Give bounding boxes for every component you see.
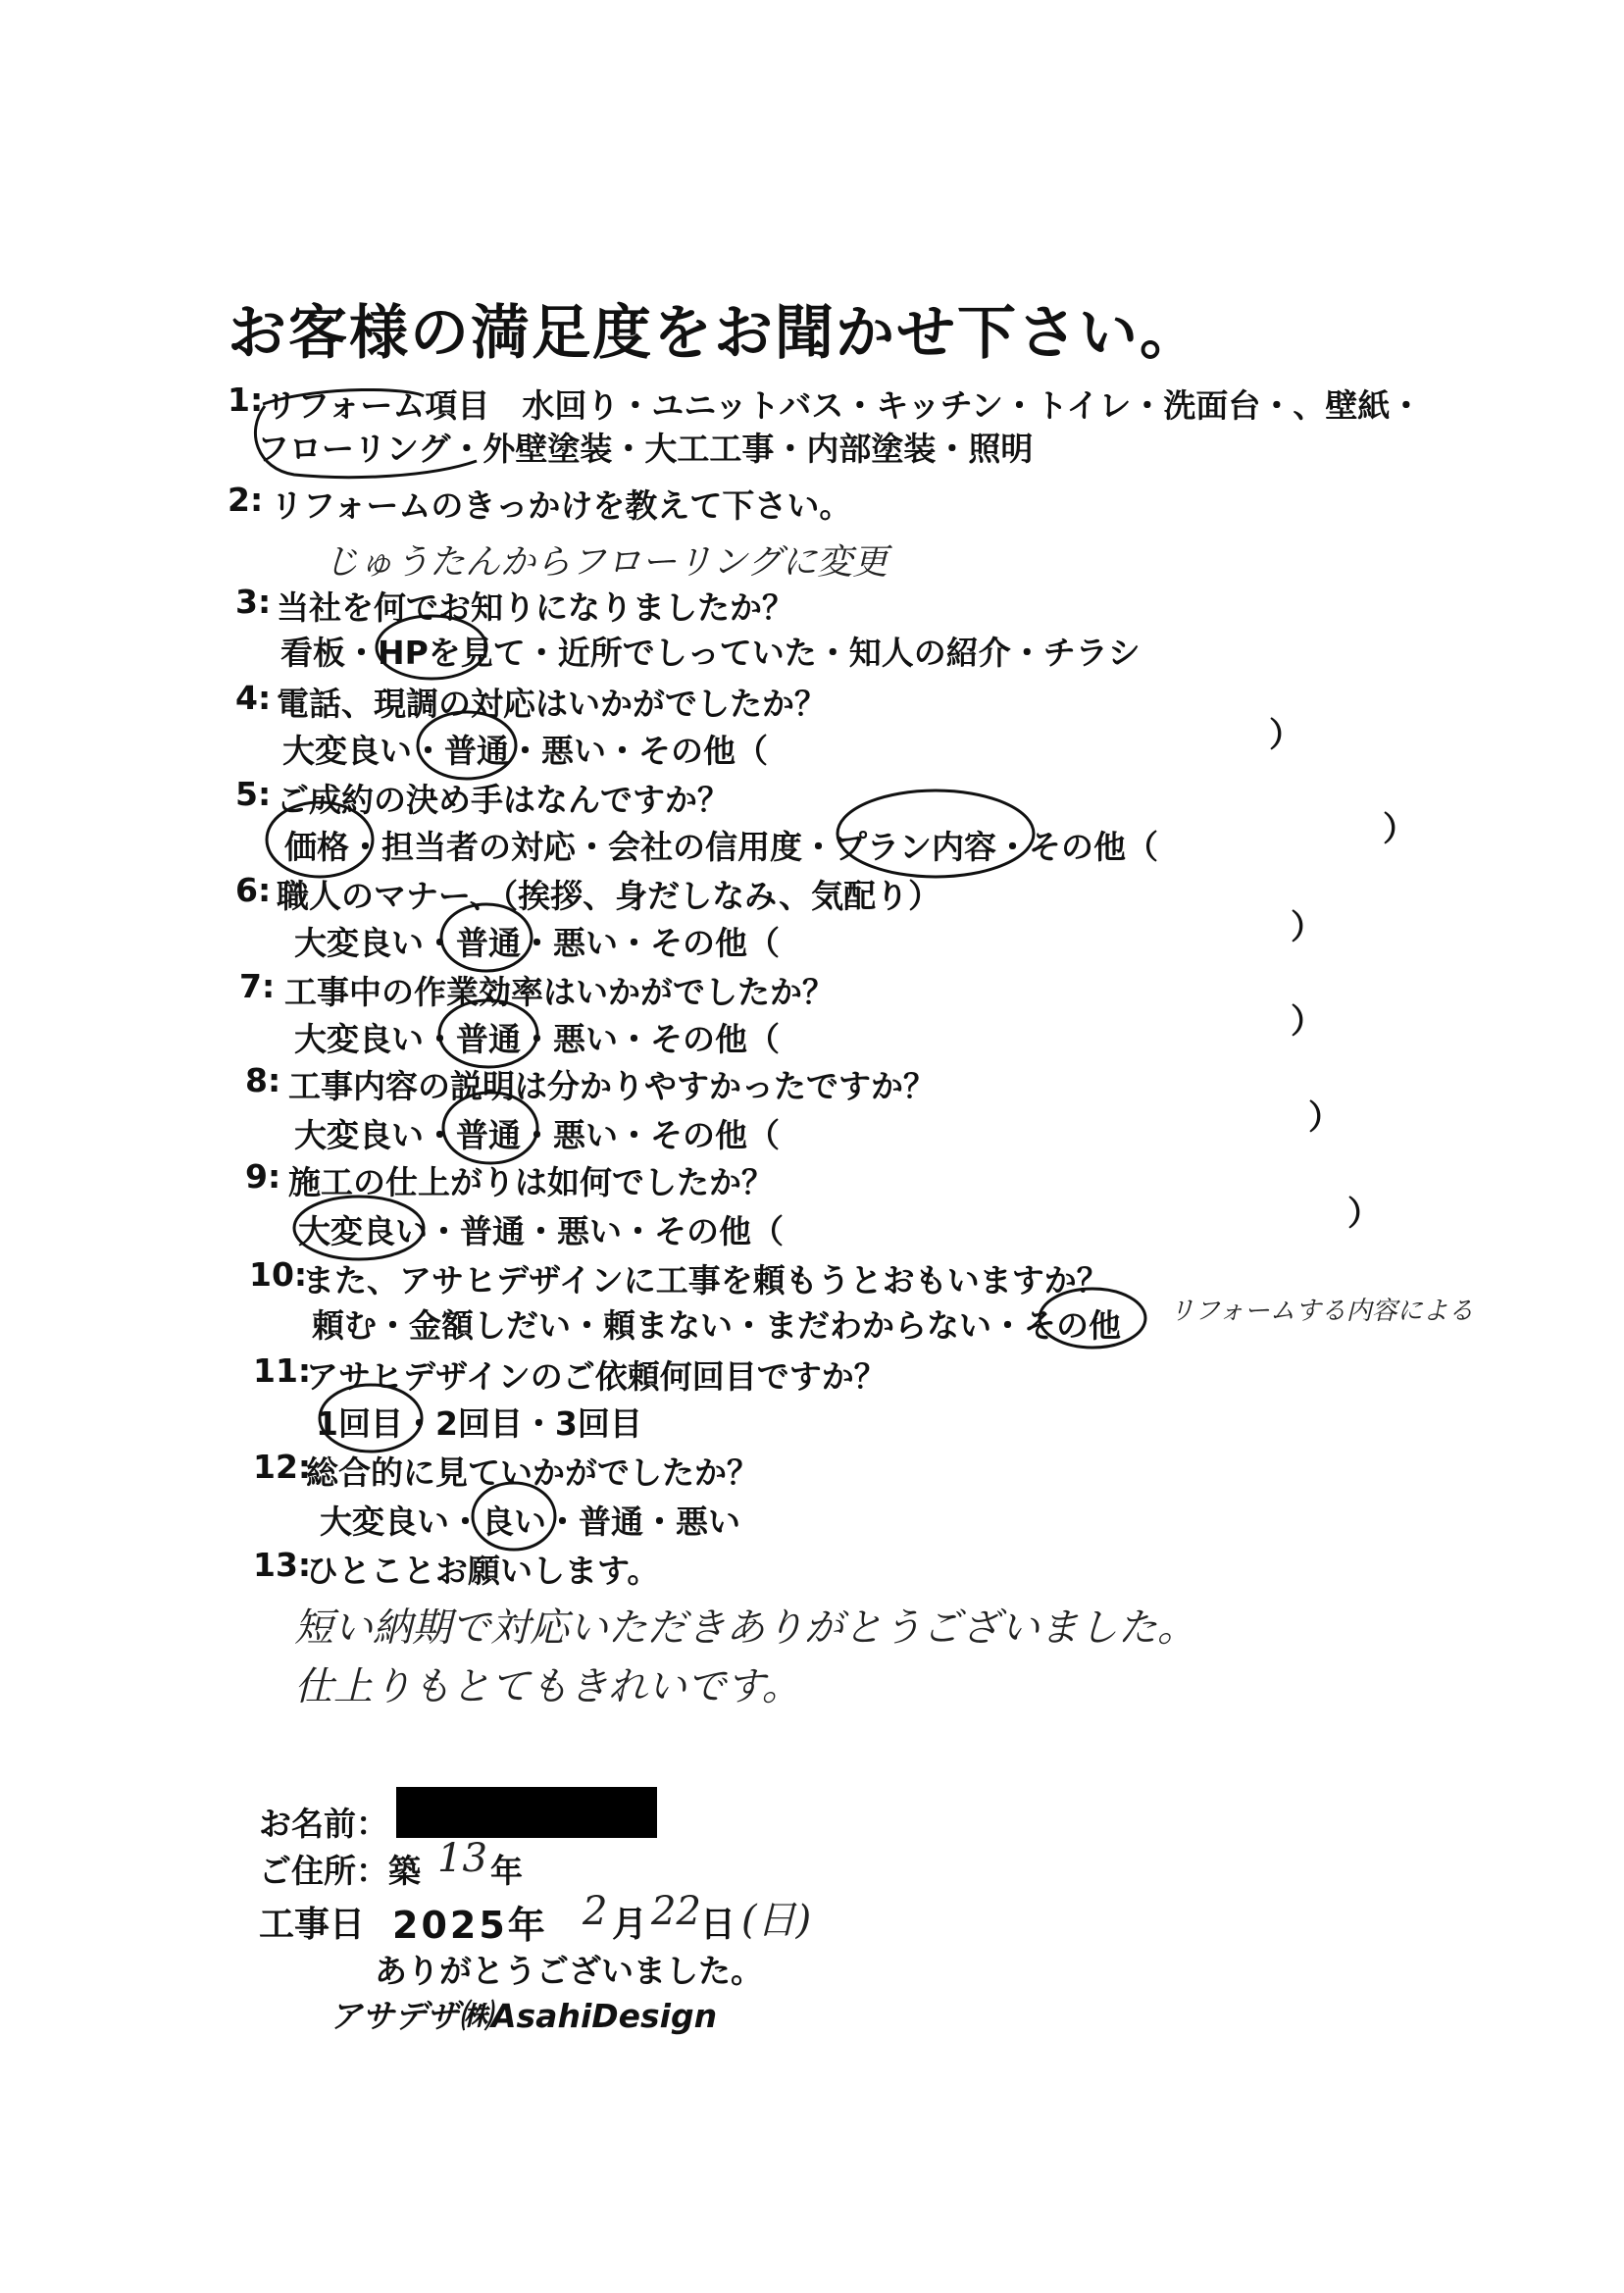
redacted-name	[396, 1787, 657, 1838]
q12-options: 大変良い・良い・普通・悪い	[320, 1503, 740, 1541]
q13-handwritten-line2: 仕上りもとてもきれいです。	[294, 1664, 801, 1709]
address-handwritten-value: 13	[437, 1836, 487, 1881]
q7-close-paren: ）	[1291, 1002, 1324, 1042]
q11-options: 1回目・2回目・3回目	[316, 1404, 642, 1443]
q4-text: 電話、現調の対応はいかがでしたか？	[277, 685, 827, 723]
q12-text: 総合的に見ていかがでしたか？	[306, 1453, 759, 1492]
q4-number: 4:	[235, 679, 272, 717]
q2-text: リフォームのきっかけを教えて下さい。	[271, 486, 852, 525]
q4-close-paren: ）	[1269, 716, 1302, 755]
q1-text: リフォーム項目 水回り・ユニットバス・キッチン・トイレ・洗面台・、壁紙・	[265, 386, 1423, 425]
thanks-text: ありがとうございました。	[375, 1952, 763, 1990]
q2-handwritten-answer: じゅうたんからフローリングに変更	[324, 542, 888, 583]
q6-close-paren: ）	[1291, 908, 1324, 947]
q9-text: 施工の仕上がりは如何でしたか？	[288, 1163, 774, 1201]
q2-number: 2:	[228, 481, 264, 519]
q7-number: 7:	[239, 967, 276, 1005]
q9-close-paren: ）	[1347, 1195, 1381, 1234]
q8-options: 大変良い・普通・悪い・その他（	[294, 1116, 780, 1154]
q6-number: 6:	[235, 871, 272, 909]
address-suffix: 年	[490, 1852, 523, 1890]
company-name: アサデザ㈱AsahiDesign	[330, 1997, 718, 2035]
q8-number: 8:	[245, 1061, 281, 1099]
address-label: ご住所：築	[259, 1852, 421, 1890]
q5-close-paren: ）	[1383, 810, 1416, 849]
q10-text: また、アサヒデザインに工事を頼もうとおもいますか？	[302, 1261, 1109, 1299]
q3-text: 当社を何でお知りになりましたか？	[277, 588, 794, 627]
q5-number: 5:	[235, 775, 272, 813]
date-month: 2	[583, 1889, 608, 1934]
q5-text: ご成約の決め手はなんですか？	[277, 781, 730, 819]
date-weekday: (日)	[741, 1898, 812, 1943]
q10-number: 10:	[249, 1255, 308, 1294]
date-day-suffix: 日	[700, 1905, 736, 1945]
q6-text: 職人のマナー、（挨拶、身だしなみ、気配り）	[277, 877, 941, 915]
date-label: 工事日	[259, 1905, 366, 1945]
q9-options: 大変良い・普通・悪い・その他（	[298, 1212, 784, 1250]
q1-number: 1:	[228, 381, 264, 419]
q6-options: 大変良い・普通・悪い・その他（	[294, 924, 780, 962]
q3-options: 看板・HPを見て・近所でしっていた・知人の紹介・チラシ	[280, 634, 1141, 672]
q7-text: 工事中の作業効率はいかがでしたか？	[284, 973, 835, 1011]
date-year: 2025年	[392, 1904, 548, 1947]
q3-number: 3:	[235, 583, 272, 621]
q11-text: アサヒデザインのご依頼何回目ですか？	[306, 1357, 887, 1396]
q13-number: 13:	[253, 1546, 312, 1584]
page-title: お客様の満足度をお聞かせ下さい。	[228, 299, 1200, 368]
q7-options: 大変良い・普通・悪い・その他（	[294, 1020, 780, 1058]
q13-text: ひとことお願いします。	[306, 1552, 660, 1590]
date-month-suffix: 月	[612, 1905, 648, 1945]
q8-text: 工事内容の説明は分かりやすかったですか？	[288, 1067, 936, 1105]
q10-handwritten-answer: リフォームする内容による	[1169, 1297, 1474, 1326]
q8-close-paren: ）	[1308, 1098, 1342, 1138]
date-day: 22	[651, 1889, 701, 1934]
q10-options: 頼む・金額しだい・頼まない・まだわからない・その他	[312, 1306, 1121, 1345]
q13-handwritten-line1: 短い納期で対応いただきありがとうございました。	[294, 1605, 1196, 1651]
name-label: お名前：	[259, 1805, 388, 1843]
q11-number: 11:	[253, 1351, 312, 1390]
q1-line2: フローリング・外壁塗装・大工工事・内部塗装・照明	[257, 430, 1034, 468]
q4-options: 大変良い・普通・悪い・その他（	[282, 732, 768, 770]
q5-options: 価格・担当者の対応・会社の信用度・プラン内容・その他（	[284, 828, 1158, 866]
q12-number: 12:	[253, 1448, 312, 1486]
q9-number: 9:	[245, 1157, 281, 1196]
